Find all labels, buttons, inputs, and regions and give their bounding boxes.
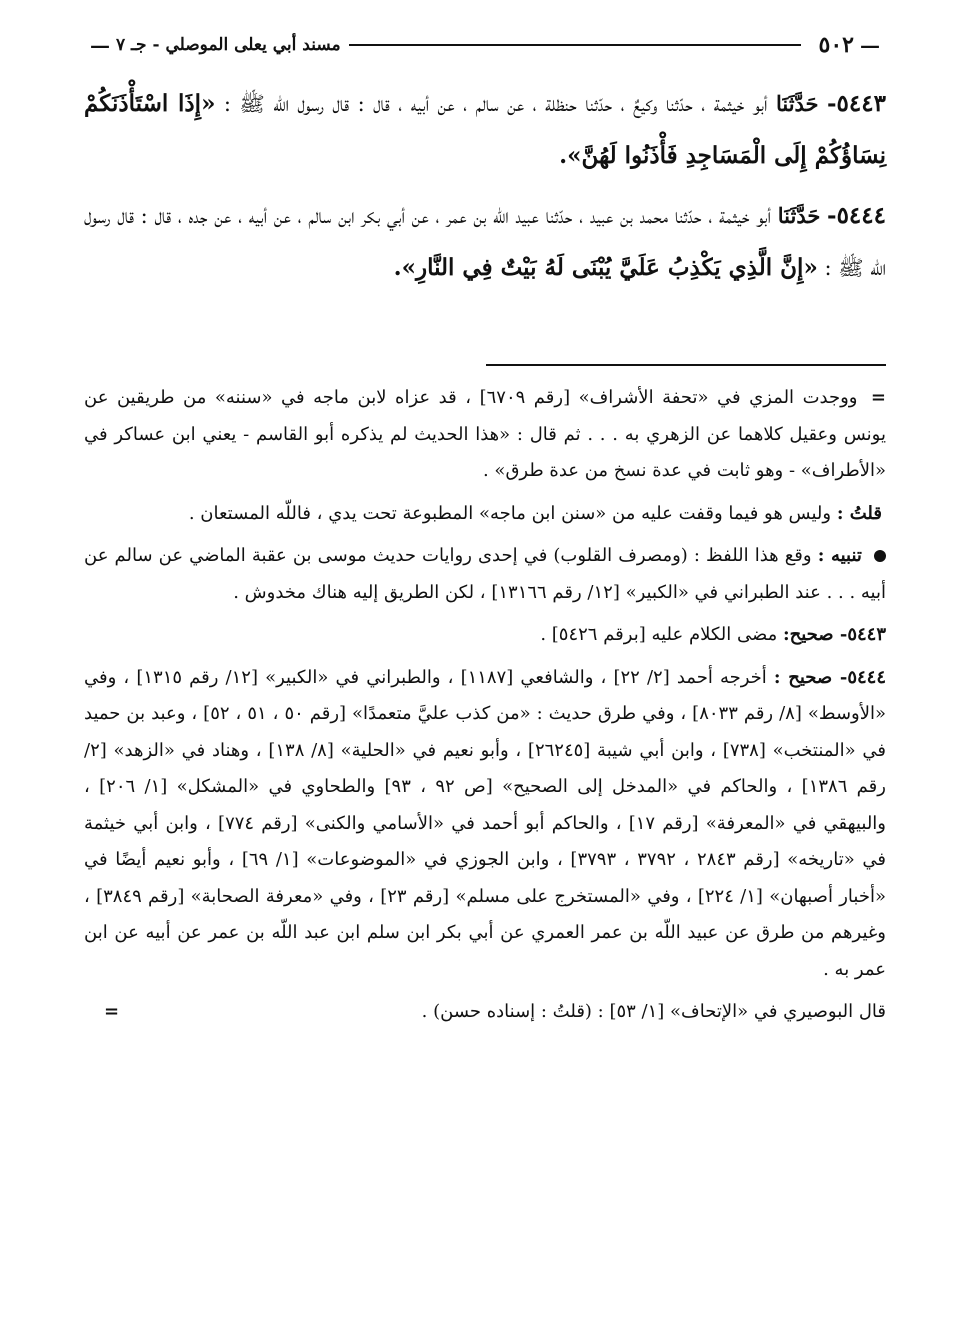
footnote-label: قلتُ : [836,502,882,524]
continuation-mark: = [870,387,887,408]
page-number: ٥٠٢ [818,32,854,58]
hadith-5444 [84,190,886,294]
footnote-text: وليس هو فيما وقفت عليه من «سنن ابن ماجه» المطبوعة تحت يدي ، فاللّه المستعان . [188,502,832,524]
footnote-qultu [84,496,886,533]
footnote-text: ووجدت المزي في «تحفة الأشراف» [رقم ٦٧٠٩] ، قد عزاه لابن ماجه في «سننه» من طريقين عن يونس وعقيل كلاهما عن الزهري به . . . ثم قال : «هذا الحديث لم يذكره أبو القاسم - يعني ابن عساكر في «الأطراف» - وهو ثابت في عدة نسخ من عدة طرق» . [84,387,886,481]
header-rule [349,44,801,46]
footnote-divider [486,364,886,366]
footnote-tanbih [84,538,886,611]
bullet-icon [874,550,886,562]
header-dash-left: — [90,33,110,57]
book-title: مسند أبي يعلى الموصلي - جـ ٧ [116,35,341,55]
hadith-opening: حَدَّثَنَا [775,91,819,116]
footnotes [84,380,886,1037]
hadith-isnad: أبو خيثمة ، حدّثنا وكيعٌ ، حدّثنا حنظلة ، عن سالم ، عن أبيه ، قال : قال رسول اللّه ﷺ : [223,92,768,116]
takhrij-5443 [84,617,886,654]
busiri-line [84,994,886,1031]
hadith-number: ٥٤٤٣- [827,90,886,117]
end-continuation-mark: = [104,1001,120,1022]
takhrij-label: ٥٤٤٣- صحيح: [782,624,886,645]
footnote-label: تنبيه : [817,545,862,566]
takhrij-5444 [84,660,886,989]
takhrij-text: مضى الكلام عليه [برقم ٥٤٢٦] . [540,624,778,645]
hadith-opening: حَدَّثَنَا [777,203,821,228]
header-dash-right: — [860,33,880,57]
hadith-matn: «إِنَّ الَّذِي يَكْذِبُ عَلَيَّ يُبْنَى لَهُ بَيْتٌ فِي النَّارِ». [393,254,818,281]
busiri-text: قال البوصيري في «الإتحاف» [١/ ٥٣] : (قلتُ : إسناده حسن) . [421,1001,886,1022]
hadith-5443 [84,78,886,182]
takhrij-label: ٥٤٤٤- صحيح : [773,666,886,688]
hadith-matn: «إِذَا اسْتَأْذَنَكُمْ نِسَاؤُكُمْ إِلَى الْمَسَاجِدِ فَأْذَنُوا لَهُنَّ». [84,90,886,169]
running-header [84,30,886,60]
footnote-para-continued [84,380,886,490]
takhrij-text: أخرجه أحمد [٢/ ٢٢] ، والشافعي [١١٨٧] ، والطبراني في «الكبير» [١٢/ رقم ١٣١٥] ، وفي «الأوسط» [٨/ رقم ٨٠٣٣] ، وفي طرق حديث : «من كذب عليَّ متعمدًا» [رقم ٥٠ ، ٥١ ، ٥٢] ، وعبد بن حميد في «المنتخب» [٧٣٨] ، وابن أبي شيبة [٢٦٢٤٥] ، وأبو نعيم في «الحلية» [٨/ ١٣٨] ، وهناد في «الزهد» [٢/ رقم ١٣٨٦] ، والحاكم في «المدخل إلى الصحيح» [ص ٩٢ ، ٩٣] والطحاوي في «المشكل» [١/ ٢٠٦] ، والبيهقي في «المعرفة» [رقم ١٧] ، والحاكم أبو أحمد في «الأسامي والكنى» [رقم ٧٧٤] ، وابن أبي خيثمة في «تاريخه» [رقم ٢٨٤٣ ، ٣٧٩٢ ، ٣٧٩٣] ، وابن الجوزي في «الموضوعات» [١/ ٦٩] ، وأبو نعيم أيضًا في «أخبار أصبهان» [١/ ٢٢٤] ، وفي «المستخرج على مسلم» [رقم ٢٣] ، وفي «معرفة الصحابة» [رقم ٣٨٤٩] ، وغيرهم من طرق عن عبيد اللّه بن عمر العمري عن أبي بكر ابن سلم ابن عبد اللّه بن عمر عن أبيه عن ابن عمر به . [84,666,887,980]
main-text [84,78,886,302]
footnote-text: وقع هذا اللفظ : (ومصرف القلوب) في إحدى روايات حديث موسى بن عقبة الماضي عن سالم عن أبيه . . . عند الطبراني في «الكبير» [١٢/ رقم ١٣١٦٦] ، لكن الطريق إليه هناك مخدوش . [84,545,886,603]
hadith-isnad: أبو خيثمة ، حدّثنا محمد بن عبيد ، حدّثنا عبيد اللّه بن عمر ، عن أبي بكر ابن سالم ، عن أبيه ، عن جده ، قال : قال رسول اللّه ﷺ : [84,204,886,280]
hadith-number: ٥٤٤٤- [827,202,886,229]
